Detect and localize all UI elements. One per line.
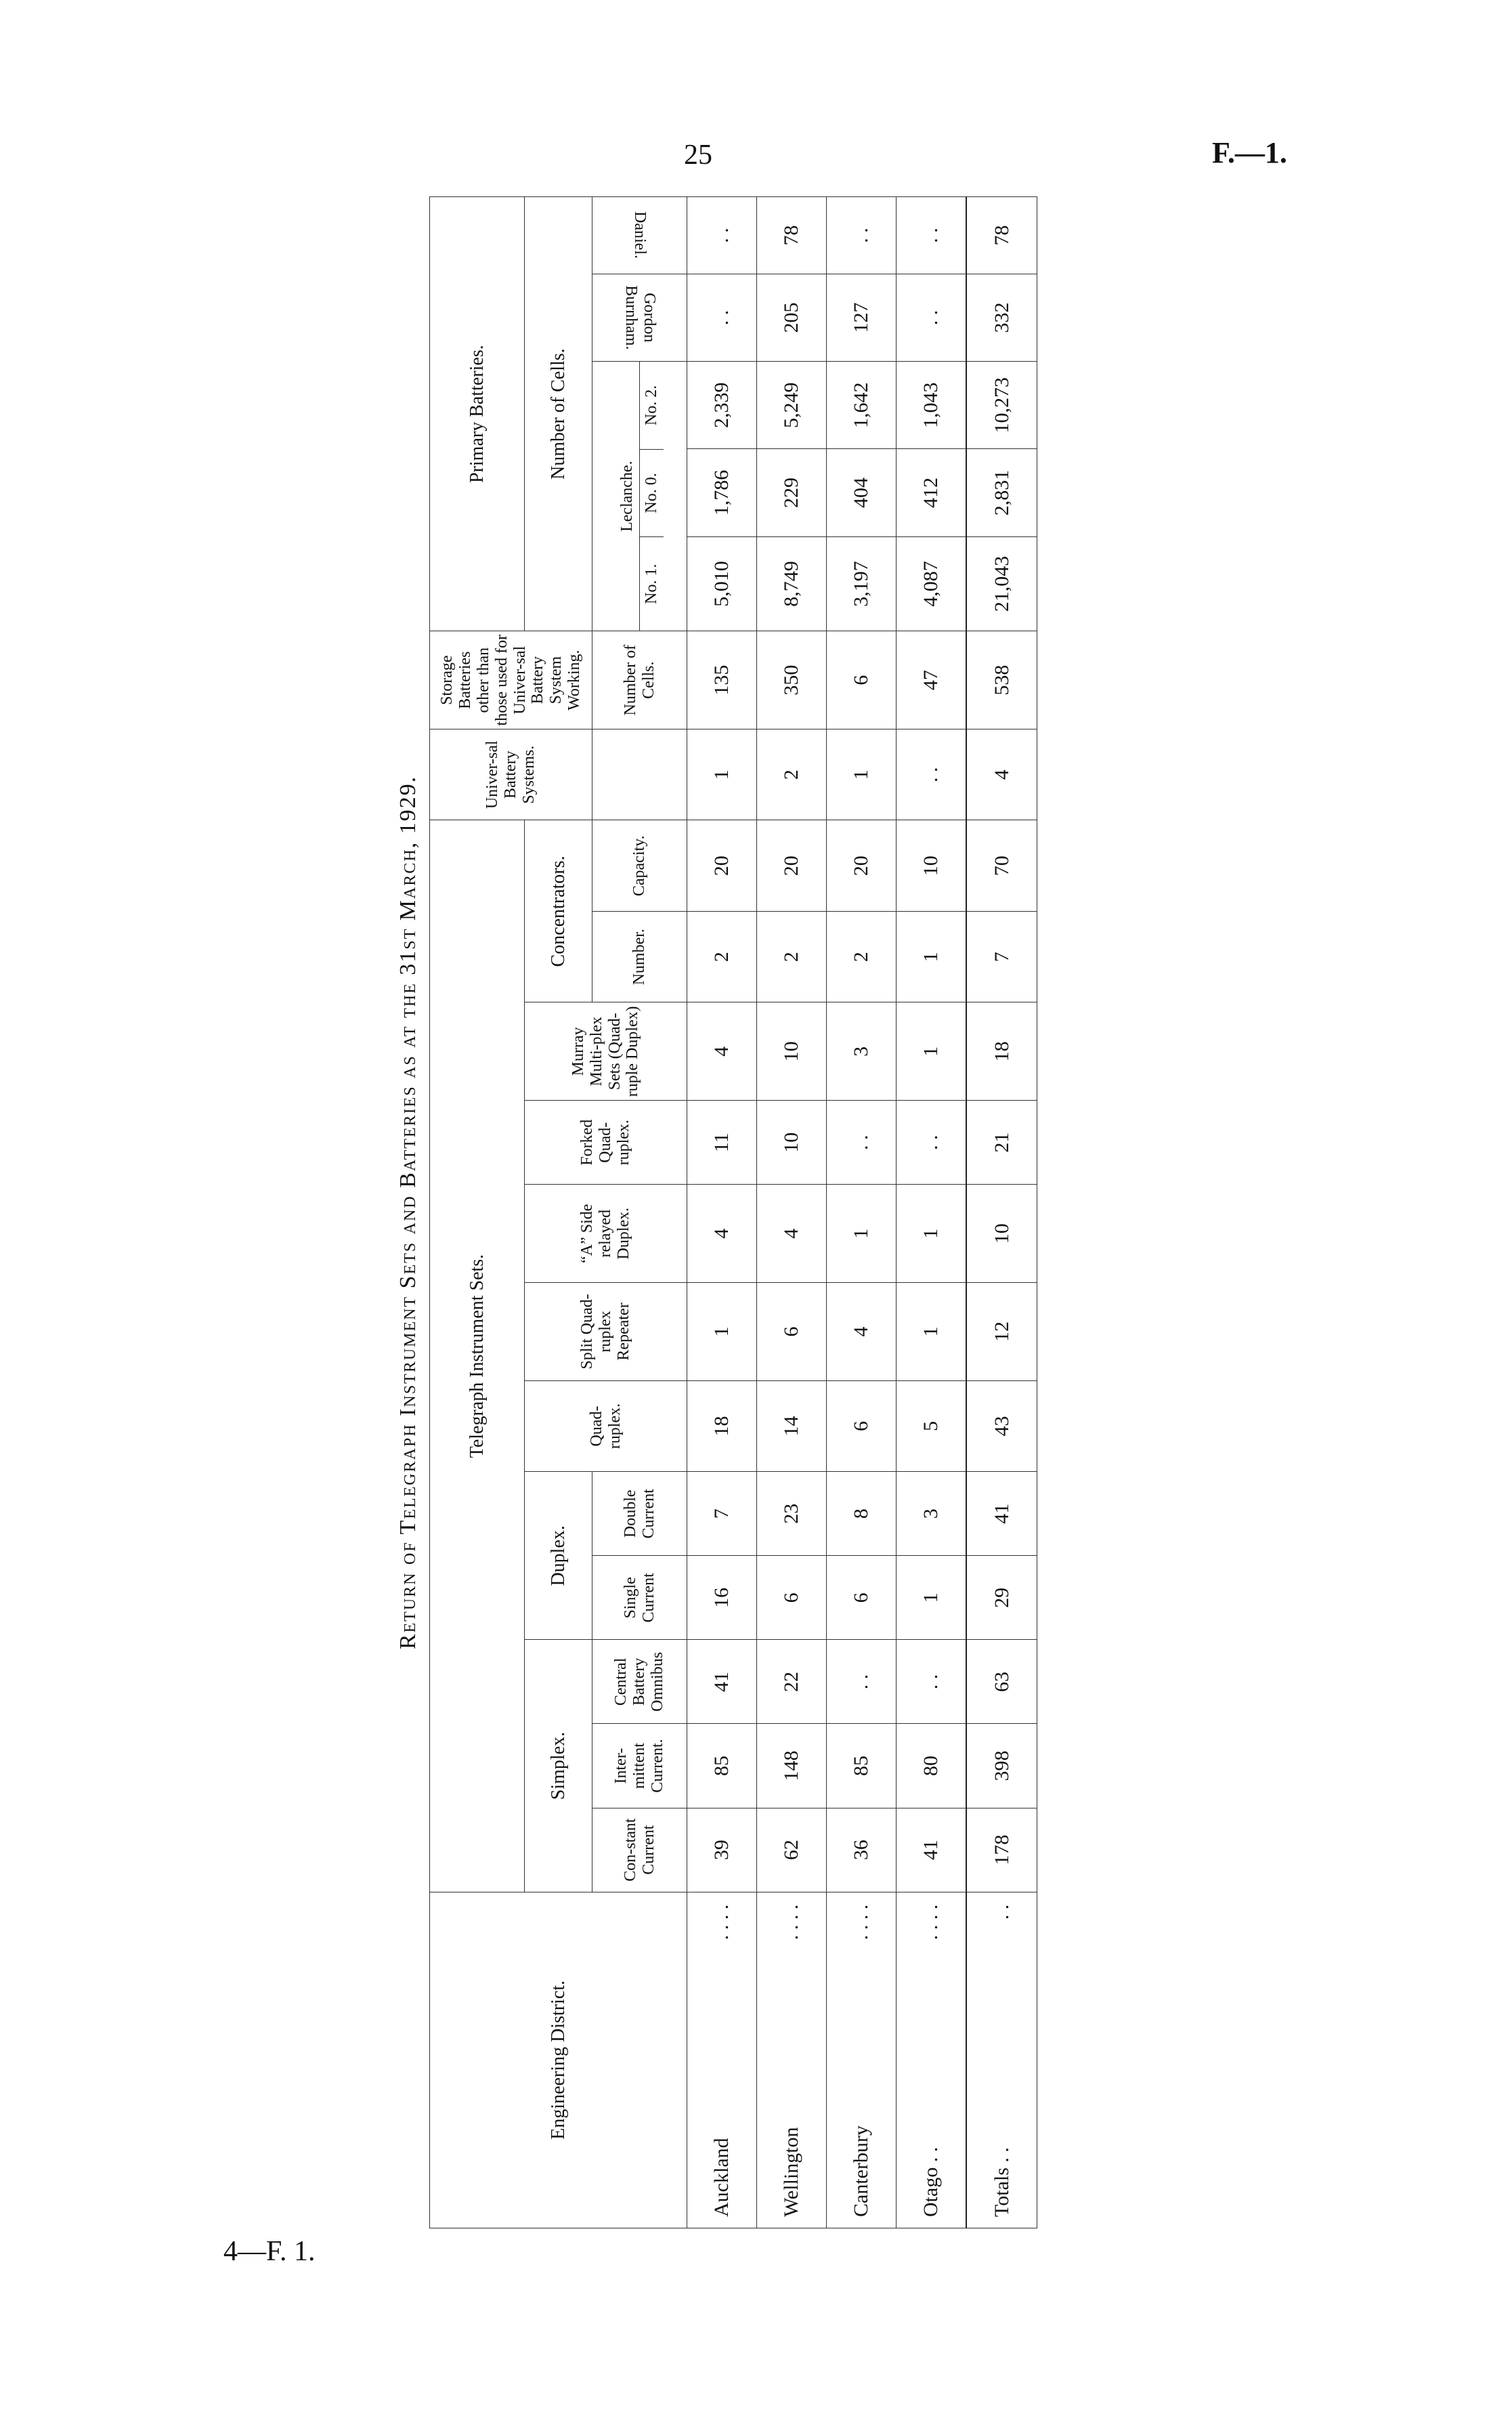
header-no2: No. 2.	[643, 385, 660, 426]
value-cell: 2	[826, 912, 896, 1002]
value-cell: 4	[756, 1185, 826, 1283]
header-double-current: Double Current	[592, 1472, 687, 1556]
value-cell: 1	[896, 1002, 966, 1101]
totals-row	[966, 197, 1037, 2228]
value-cell: 8	[826, 1472, 896, 1556]
header-daniel-text: Daniel.	[630, 211, 649, 259]
rotated-table-block	[387, 196, 1037, 2228]
header-duplex: Duplex.	[525, 1472, 592, 1640]
header-simplex: Simplex.	[525, 1640, 592, 1892]
leader-dots: . . . .	[710, 1904, 733, 1941]
value-cell: 36	[826, 1808, 896, 1892]
leader-dots: . .	[990, 1904, 1013, 1920]
value-cell: . .	[896, 197, 966, 274]
value-cell: 18	[687, 1380, 757, 1471]
value-cell: 10,273	[966, 362, 1037, 449]
value-cell: 3,197	[826, 536, 896, 631]
district-cell	[896, 1892, 966, 2228]
value-cell: 2	[756, 912, 826, 1002]
value-cell: 5	[896, 1380, 966, 1471]
value-cell: 2	[756, 729, 826, 820]
value-cell: 2	[687, 912, 757, 1002]
leader-dots: . . . .	[779, 1904, 802, 1941]
value-cell: 10	[756, 1002, 826, 1101]
header-split-quad: Split Quad-ruplex Repeater	[525, 1283, 687, 1381]
value-cell: 85	[826, 1724, 896, 1808]
value-cell: 178	[966, 1808, 1037, 1892]
value-cell: 4	[826, 1283, 896, 1381]
header-conc-capacity: Capacity.	[592, 820, 687, 912]
value-cell: 47	[896, 631, 966, 729]
value-cell: 6	[826, 1380, 896, 1471]
value-cell: 63	[966, 1640, 1037, 1724]
table-row	[896, 197, 966, 2228]
header-district: Engineering District.	[430, 1892, 687, 2228]
value-cell: 80	[896, 1724, 966, 1808]
value-cell: 5,249	[756, 362, 826, 449]
value-cell: 398	[966, 1724, 1037, 1808]
header-storage: Storage Batteries other than those used for Univer-sal Battery System Working.	[430, 631, 592, 729]
header-constant: Con-stant Current	[592, 1808, 687, 1892]
value-cell: 6	[826, 631, 896, 729]
value-cell: 78	[756, 197, 826, 274]
value-cell: 85	[687, 1724, 757, 1808]
value-cell: 20	[687, 820, 757, 912]
value-cell: 1	[826, 729, 896, 820]
value-cell: 22	[756, 1640, 826, 1724]
value-cell: 1	[687, 1283, 757, 1381]
district-name: Totals . .	[990, 2147, 1013, 2217]
value-cell: 6	[756, 1283, 826, 1381]
header-no0: No. 0.	[640, 449, 664, 536]
document-code: F.—1.	[1212, 136, 1287, 169]
header-primary: Primary Batteries.	[430, 197, 525, 631]
value-cell: 7	[966, 912, 1037, 1002]
value-cell: 16	[687, 1556, 757, 1640]
header-leclanche: Leclanche.	[615, 362, 640, 631]
header-quadruplex: Quad-ruplex.	[525, 1380, 687, 1471]
value-cell: 78	[966, 197, 1037, 274]
value-cell: 41	[896, 1808, 966, 1892]
value-cell: . .	[826, 1640, 896, 1724]
value-cell: . .	[687, 197, 757, 274]
value-cell: . .	[896, 1101, 966, 1185]
header-storage-cells: Number of Cells.	[592, 631, 687, 729]
header-universal-blank	[592, 729, 687, 820]
table-title: Return of Telegraph Instrument Sets and Batteries as at the 31st March, 1929.	[395, 775, 420, 1650]
value-cell: 10	[966, 1185, 1037, 1283]
value-cell: 18	[966, 1002, 1037, 1101]
value-cell: 2,339	[687, 362, 757, 449]
value-cell: 70	[966, 820, 1037, 912]
value-cell: 1	[896, 912, 966, 1002]
header-forked: Forked Quad-ruplex.	[525, 1101, 687, 1185]
table-row	[687, 197, 757, 2228]
value-cell: 21	[966, 1101, 1037, 1185]
value-cell: 39	[687, 1808, 757, 1892]
value-cell: 20	[756, 820, 826, 912]
value-cell: 14	[756, 1380, 826, 1471]
value-cell: 1,642	[826, 362, 896, 449]
header-telegraph: Telegraph Instrument Sets.	[430, 820, 525, 1892]
value-cell: 1	[687, 729, 757, 820]
value-cell: 2,831	[966, 449, 1037, 536]
value-cell: 1	[896, 1185, 966, 1283]
header-gordon	[592, 274, 687, 361]
district-cell	[687, 1892, 757, 2228]
value-cell: 135	[687, 631, 757, 729]
header-central-battery: Central Battery Omnibus	[592, 1640, 687, 1724]
value-cell: 1,786	[687, 449, 757, 536]
value-cell: 8,749	[756, 536, 826, 631]
value-cell: 3	[826, 1002, 896, 1101]
value-cell: 4	[966, 729, 1037, 820]
value-cell: 1	[896, 1556, 966, 1640]
value-cell: 4,087	[896, 536, 966, 631]
value-cell: 43	[966, 1380, 1037, 1471]
header-a-side: “A” Side relayed Duplex.	[525, 1185, 687, 1283]
leader-dots: . . . .	[849, 1904, 872, 1941]
district-name: Wellington	[779, 2127, 802, 2217]
value-cell: 21,043	[966, 536, 1037, 631]
header-conc-number: Number.	[592, 912, 687, 1002]
value-cell: 6	[826, 1556, 896, 1640]
value-cell: 11	[687, 1101, 757, 1185]
value-cell: 412	[896, 449, 966, 536]
header-intermittent: Inter-mittent Current.	[592, 1724, 687, 1808]
value-cell: . .	[896, 729, 966, 820]
value-cell: . .	[826, 197, 896, 274]
value-cell: 350	[756, 631, 826, 729]
table-row	[826, 197, 896, 2228]
value-cell: 12	[966, 1283, 1037, 1381]
sheet-mark: 4—F. 1.	[223, 2236, 316, 2267]
value-cell: 148	[756, 1724, 826, 1808]
value-cell: 4	[687, 1185, 757, 1283]
header-no1: No. 1.	[640, 536, 664, 631]
table-body	[687, 197, 1037, 2228]
header-universal: Univer-sal Battery Systems.	[430, 729, 592, 820]
value-cell: 29	[966, 1556, 1037, 1640]
value-cell: . .	[896, 1640, 966, 1724]
district-cell	[756, 1892, 826, 2228]
value-cell: . .	[687, 274, 757, 361]
value-cell: 7	[687, 1472, 757, 1556]
value-cell: 62	[756, 1808, 826, 1892]
value-cell: 205	[756, 274, 826, 361]
value-cell: 6	[756, 1556, 826, 1640]
header-number-of-cells: Number of Cells.	[525, 197, 592, 631]
table-row	[756, 197, 826, 2228]
value-cell: 41	[687, 1640, 757, 1724]
value-cell: 10	[896, 820, 966, 912]
district-name: Otago . .	[919, 2146, 942, 2217]
value-cell: 4	[687, 1002, 757, 1101]
value-cell: 1	[896, 1283, 966, 1381]
value-cell: 5,010	[687, 536, 757, 631]
district-cell	[966, 1892, 1037, 2228]
leader-dots: . . . .	[919, 1904, 942, 1941]
page-number: 25	[684, 140, 712, 171]
value-cell: 23	[756, 1472, 826, 1556]
value-cell: 1,043	[896, 362, 966, 449]
return-table	[429, 196, 1037, 2228]
value-cell: 229	[756, 449, 826, 536]
value-cell: 10	[756, 1101, 826, 1185]
value-cell: 41	[966, 1472, 1037, 1556]
value-cell: 20	[826, 820, 896, 912]
value-cell: . .	[896, 274, 966, 361]
value-cell: . .	[826, 1101, 896, 1185]
header-daniel	[592, 197, 687, 274]
header-concentrators: Concentrators.	[525, 820, 592, 1002]
district-name: Auckland	[710, 2138, 733, 2217]
value-cell: 538	[966, 631, 1037, 729]
value-cell: 1	[826, 1185, 896, 1283]
header-single-current: Single Current	[592, 1556, 687, 1640]
value-cell: 127	[826, 274, 896, 361]
header-murray: Murray Multi-plex Sets (Quad-ruple Duplex)	[525, 1002, 687, 1101]
header-gordon-text: Gordon Burnham.	[622, 285, 658, 350]
district-name: Canterbury	[849, 2125, 872, 2217]
value-cell: 332	[966, 274, 1037, 361]
header-leclanche-block	[592, 362, 687, 631]
value-cell: 404	[826, 449, 896, 536]
district-cell	[826, 1892, 896, 2228]
value-cell: 3	[896, 1472, 966, 1556]
